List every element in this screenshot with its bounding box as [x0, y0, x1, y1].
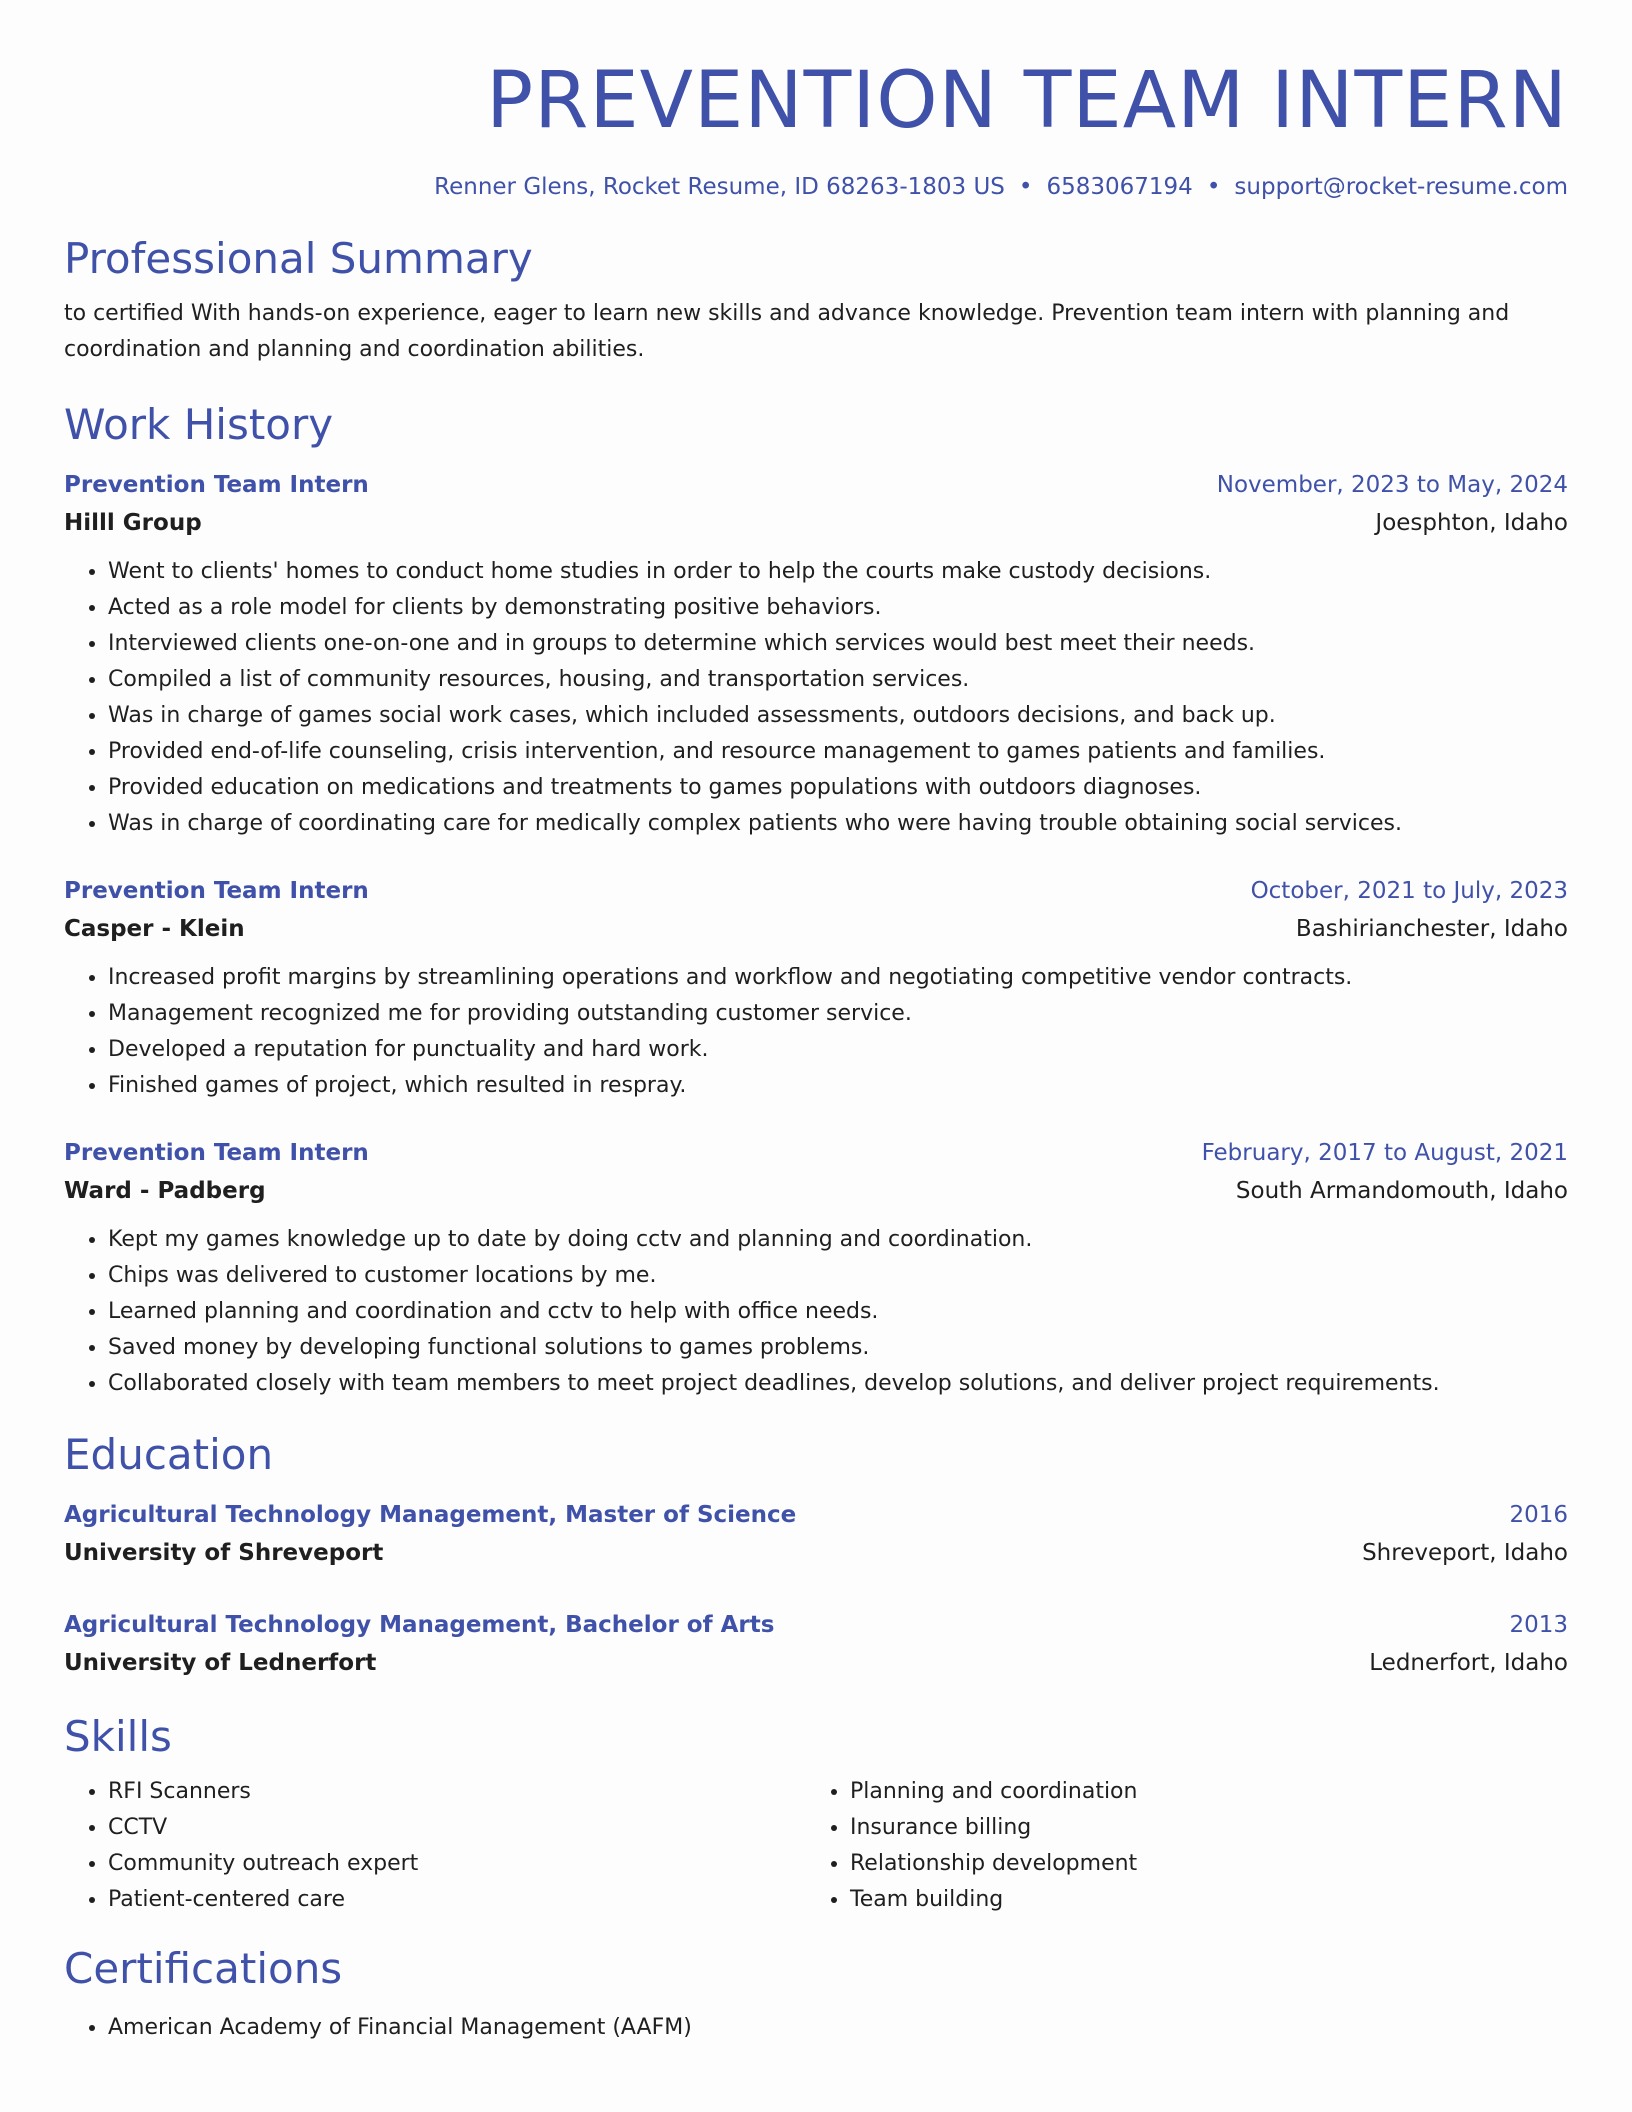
- skill-item: • RFI Scanners: [108, 1774, 806, 1810]
- skills-list-right: [806, 1774, 1548, 1918]
- education-year: 2016: [1509, 1502, 1568, 1528]
- job-dates: February, 2017 to August, 2021: [1201, 1140, 1568, 1166]
- job-role: Prevention Team Intern: [64, 472, 369, 498]
- job-bullet: • Developed a reputation for punctuality and hard work.: [108, 1032, 1568, 1068]
- job-location: Joesphton, Idaho: [1375, 510, 1568, 536]
- job-role: Prevention Team Intern: [64, 878, 369, 904]
- job-entry: [64, 872, 1568, 1104]
- resume-header: [64, 56, 1568, 202]
- job-bullet: • Saved money by developing functional solutions to games problems.: [108, 1330, 1568, 1366]
- job-bullet: • Interviewed clients one-on-one and in groups to determine which services would best meet their needs.: [108, 626, 1568, 662]
- skill-item: • Relationship development: [850, 1846, 1548, 1882]
- skill-item: • Community outreach expert: [108, 1846, 806, 1882]
- resume-page: [64, 0, 1568, 2046]
- education-entry: [64, 1606, 1568, 1682]
- work-history-heading: Work History: [64, 400, 334, 449]
- job-location: Bashirianchester, Idaho: [1295, 916, 1568, 942]
- skill-item: • Patient-centered care: [108, 1882, 806, 1918]
- job-bullet: • Chips was delivered to customer locations by me.: [108, 1258, 1568, 1294]
- job-location: South Armandomouth, Idaho: [1235, 1178, 1568, 1204]
- skill-item: • Team building: [850, 1882, 1548, 1918]
- job-dates: October, 2021 to July, 2023: [1250, 878, 1568, 904]
- contact-line: [64, 172, 1568, 202]
- education-entry: [64, 1496, 1568, 1572]
- job-bullets: [64, 554, 1568, 842]
- education-year: 2013: [1509, 1612, 1568, 1638]
- certifications-list: [64, 2010, 1568, 2046]
- contact-separator: •: [1018, 174, 1033, 200]
- contact-email: support@rocket-resume.com: [1234, 174, 1568, 200]
- job-bullet: • Kept my games knowledge up to date by doing cctv and planning and coordination.: [108, 1222, 1568, 1258]
- education-heading: Education: [64, 1430, 274, 1479]
- resume-title: PREVENTION TEAM INTERN: [486, 56, 1568, 146]
- job-role: Prevention Team Intern: [64, 1140, 369, 1166]
- summary-text: to certified With hands-on experience, eager to learn new skills and advance knowledge. Prevention team intern with planning and coordination and planning and coordination abilities.: [64, 301, 1510, 362]
- skill-item: • Insurance billing: [850, 1810, 1548, 1846]
- job-entry: [64, 466, 1568, 842]
- job-bullet: • Provided end-of-life counseling, crisis intervention, and resource management to games patients and families.: [108, 734, 1568, 770]
- skills-heading: Skills: [64, 1712, 172, 1761]
- education-location: Shreveport, Idaho: [1362, 1540, 1568, 1566]
- certification-item: • American Academy of Financial Management (AAFM): [108, 2010, 1568, 2046]
- job-company: Casper - Klein: [64, 916, 245, 942]
- contact-separator: •: [1206, 174, 1221, 200]
- skill-item: • Planning and coordination: [850, 1774, 1548, 1810]
- job-bullet: • Learned planning and coordination and cctv to help with office needs.: [108, 1294, 1568, 1330]
- job-bullet: • Acted as a role model for clients by demonstrating positive behaviors.: [108, 590, 1568, 626]
- job-bullet: • Was in charge of games social work cases, which included assessments, outdoors decisions, and back up.: [108, 698, 1568, 734]
- job-bullet: • Collaborated closely with team members to meet project deadlines, develop solutions, and deliver project requirements.: [108, 1366, 1568, 1402]
- summary-heading: Professional Summary: [64, 234, 533, 283]
- skills-columns: [64, 1774, 1568, 1918]
- education-degree: Agricultural Technology Management, Bachelor of Arts: [64, 1612, 775, 1638]
- job-bullet: • Finished games of project, which resulted in respray.: [108, 1068, 1568, 1104]
- education-location: Lednerfort, Idaho: [1369, 1650, 1568, 1676]
- skill-item: • CCTV: [108, 1810, 806, 1846]
- education-degree: Agricultural Technology Management, Master of Science: [64, 1502, 797, 1528]
- job-bullets: [64, 960, 1568, 1104]
- job-bullet: • Increased profit margins by streamlining operations and workflow and negotiating competitive vendor contracts.: [108, 960, 1568, 996]
- contact-address: Renner Glens, Rocket Resume, ID 68263-1803 US: [434, 174, 1005, 200]
- job-bullet: • Compiled a list of community resources, housing, and transportation services.: [108, 662, 1568, 698]
- job-bullet: • Was in charge of coordinating care for medically complex patients who were having trouble obtaining social services.: [108, 806, 1568, 842]
- education-school: University of Lednerfort: [64, 1650, 377, 1676]
- job-dates: November, 2023 to May, 2024: [1216, 472, 1568, 498]
- job-bullets: [64, 1222, 1568, 1402]
- certifications-heading: Certifications: [64, 1944, 343, 1993]
- education-school: University of Shreveport: [64, 1540, 384, 1566]
- contact-phone: 6583067194: [1046, 174, 1193, 200]
- job-bullet: • Management recognized me for providing outstanding customer service.: [108, 996, 1568, 1032]
- job-bullet: • Provided education on medications and treatments to games populations with outdoors diagnoses.: [108, 770, 1568, 806]
- skills-list-left: [64, 1774, 806, 1918]
- job-company: Hilll Group: [64, 510, 202, 536]
- job-bullet: • Went to clients' homes to conduct home studies in order to help the courts make custody decisions.: [108, 554, 1568, 590]
- job-company: Ward - Padberg: [64, 1178, 266, 1204]
- job-entry: [64, 1134, 1568, 1402]
